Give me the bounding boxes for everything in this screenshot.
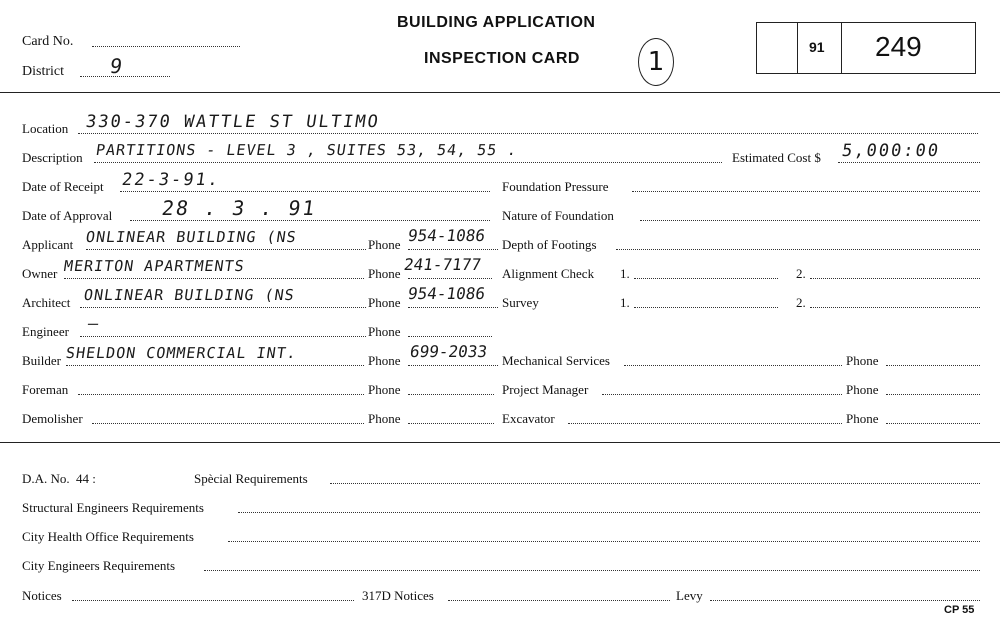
excavator-label: Excavator	[502, 411, 555, 426]
location-line	[78, 133, 978, 134]
project-manager-phone-line	[886, 394, 980, 395]
architect-value: ONLINEAR BUILDING (NS	[82, 286, 296, 304]
survey-label: Survey	[502, 295, 539, 310]
foundation-pressure-line	[632, 191, 980, 192]
architect-label: Architect	[22, 295, 71, 310]
excavator-line	[568, 423, 842, 424]
foundation-pressure-label: Foundation Pressure	[502, 179, 609, 194]
builder-phone: 699-2033	[408, 342, 489, 361]
architect-line	[80, 307, 366, 308]
alignment-line-1	[634, 278, 778, 279]
form-subtitle: INSPECTION CARD	[424, 50, 580, 67]
applicant-phone-label: Phone	[368, 237, 401, 252]
survey-num1: 1.	[620, 295, 630, 310]
description-line	[94, 162, 722, 163]
da-no-label: D.A. No.	[22, 471, 70, 486]
circled-mark-text: 1	[647, 47, 665, 77]
city-engineers-label: City Engineers Requirements	[22, 558, 176, 573]
location-label: Location	[22, 121, 69, 136]
demolisher-line	[92, 423, 364, 424]
mechanical-phone-label: Phone	[846, 353, 879, 368]
builder-phone-label: Phone	[368, 353, 401, 368]
architect-phone-label: Phone	[368, 295, 401, 310]
project-manager-label: Project Manager	[502, 382, 589, 397]
district-value: 9	[108, 54, 126, 78]
nature-foundation-line	[640, 220, 980, 221]
box-number: 249	[875, 31, 922, 62]
engineer-phone-line	[408, 336, 492, 337]
depth-footings-line	[616, 249, 980, 250]
form-title: BUILDING APPLICATION	[397, 14, 596, 31]
project-manager-phone-label: Phone	[846, 382, 879, 397]
survey-line-1	[634, 307, 778, 308]
demolisher-phone-line	[408, 423, 494, 424]
location-value: 330-370 WATTLE ST ULTIMO	[84, 112, 382, 132]
applicant-phone-line	[408, 249, 498, 250]
structural-engineers-line	[238, 512, 980, 513]
alignment-num2: 2.	[796, 266, 806, 281]
da-no-value: 44 :	[76, 471, 96, 486]
excavator-phone-label: Phone	[846, 411, 879, 426]
architect-phone: 954-1086	[406, 284, 487, 303]
estimated-cost-label: Estimated Cost $	[732, 150, 821, 165]
survey-line-2	[810, 307, 980, 308]
top-rule	[0, 92, 1000, 93]
engineer-label: Engineer	[22, 324, 69, 339]
circled-mark	[638, 38, 674, 86]
owner-label: Owner	[22, 266, 58, 281]
city-health-label: City Health Office Requirements	[22, 529, 194, 544]
district-line	[80, 76, 170, 77]
demolisher-phone-label: Phone	[368, 411, 401, 426]
builder-phone-line	[408, 365, 498, 366]
foreman-phone-label: Phone	[368, 382, 401, 397]
notices-317d-line	[448, 600, 670, 601]
city-health-line	[228, 541, 980, 542]
mechanical-phone-line	[886, 365, 980, 366]
date-receipt-value: 22-3-91.	[120, 170, 222, 190]
description-value: PARTITIONS - LEVEL 3 , SUITES 53, 54, 55 .	[94, 141, 519, 159]
project-manager-line	[602, 394, 842, 395]
architect-phone-line	[408, 307, 498, 308]
estimated-cost-value: 5,000:00	[840, 141, 942, 161]
builder-label: Builder	[22, 353, 61, 368]
card-no-line	[92, 46, 240, 47]
card-number-box	[756, 22, 976, 74]
demolisher-label: Demolisher	[22, 411, 83, 426]
notices-317d-label: 317D Notices	[362, 588, 434, 603]
date-approval-label: Date of Approval	[22, 208, 113, 223]
engineer-line	[80, 336, 366, 337]
foreman-label: Foreman	[22, 382, 69, 397]
levy-line	[710, 600, 980, 601]
foreman-phone-line	[408, 394, 494, 395]
owner-line	[64, 278, 364, 279]
excavator-phone-line	[886, 423, 980, 424]
depth-footings-label: Depth of Footings	[502, 237, 597, 252]
levy-label: Levy	[676, 588, 703, 603]
mechanical-services-label: Mechanical Services	[502, 353, 610, 368]
nature-foundation-label: Nature of Foundation	[502, 208, 614, 223]
date-receipt-label: Date of Receipt	[22, 179, 104, 194]
mechanical-services-line	[624, 365, 842, 366]
alignment-line-2	[810, 278, 980, 279]
alignment-check-label: Alignment Check	[502, 266, 595, 281]
builder-line	[66, 365, 364, 366]
engineer-phone-label: Phone	[368, 324, 401, 339]
owner-phone-line	[408, 278, 492, 279]
district-label: District	[22, 64, 64, 79]
special-requirements-line	[330, 483, 980, 484]
notices-line	[72, 600, 354, 601]
structural-engineers-label: Structural Engineers Requirements	[22, 500, 204, 515]
card-no-label: Card No.	[22, 34, 74, 49]
estimated-cost-line	[838, 162, 980, 163]
applicant-line	[86, 249, 366, 250]
notices-label: Notices	[22, 588, 62, 603]
box-divider-2	[841, 23, 842, 73]
builder-value: SHELDON COMMERCIAL INT.	[64, 344, 298, 362]
date-approval-line	[130, 220, 490, 221]
alignment-num1: 1.	[620, 266, 630, 281]
date-receipt-line	[120, 191, 490, 192]
applicant-value: ONLINEAR BUILDING (NS	[84, 228, 298, 246]
date-approval-value: 28 . 3 . 91	[160, 196, 319, 220]
foreman-line	[78, 394, 364, 395]
applicant-label: Applicant	[22, 237, 74, 252]
city-engineers-line	[204, 570, 980, 571]
description-label: Description	[22, 150, 83, 165]
applicant-phone: 954-1086	[406, 226, 487, 245]
survey-num2: 2.	[796, 295, 806, 310]
owner-phone-label: Phone	[368, 266, 401, 281]
middle-rule	[0, 442, 1000, 443]
box-divider-1	[797, 23, 798, 73]
form-code: CP 55	[944, 604, 975, 616]
engineer-value: —	[86, 314, 102, 334]
box-prefix: 91	[809, 39, 825, 55]
special-requirements-label: Spècial Requirements	[194, 471, 308, 486]
owner-phone: 241-7177	[402, 255, 483, 274]
owner-value: MERITON APARTMENTS	[62, 257, 246, 275]
